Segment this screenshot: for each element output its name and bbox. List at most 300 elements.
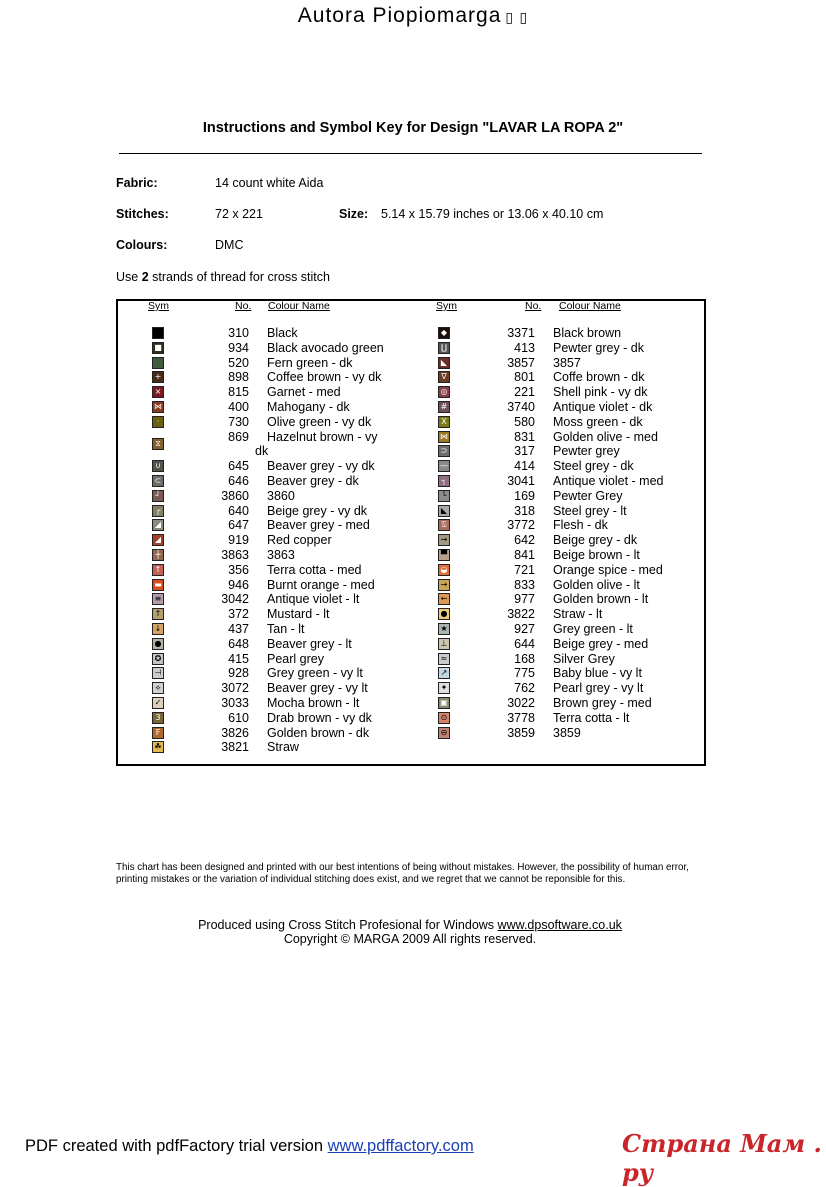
size-label: Size: xyxy=(339,207,369,221)
dmc-number: 3022 xyxy=(507,696,535,710)
key-row xyxy=(152,459,422,473)
dmc-number: 221 xyxy=(514,385,535,400)
fabric-value: 14 count white Aida xyxy=(215,176,324,190)
colour-swatch-icon xyxy=(152,727,164,739)
key-row xyxy=(152,518,422,532)
stitch-symbol-glyph: ◆ xyxy=(440,328,448,337)
colour-swatch-icon xyxy=(152,623,164,635)
copyright-text: Copyright © MARGA 2009 All rights reserved. xyxy=(283,932,537,946)
colour-swatch-icon xyxy=(438,505,450,517)
dmc-number: 898 xyxy=(228,370,249,385)
colour-swatch-icon xyxy=(438,623,450,635)
stitch-symbol-glyph: — xyxy=(440,461,448,471)
key-row xyxy=(438,696,708,710)
colour-name: Grey green - lt xyxy=(553,622,633,636)
key-row xyxy=(152,504,422,518)
colour-name: Pewter Grey xyxy=(553,488,623,503)
colour-swatch-icon xyxy=(152,327,164,339)
dmc-number: 3859 xyxy=(507,725,535,740)
colour-swatch-icon xyxy=(438,712,450,724)
dmc-number: 520 xyxy=(228,355,249,370)
key-row xyxy=(438,459,708,473)
colour-swatch-icon xyxy=(152,653,164,665)
colour-name: Grey green - vy lt xyxy=(267,666,363,681)
stitch-symbol-glyph: 3 xyxy=(155,712,161,722)
dmc-number: 3860 xyxy=(221,488,249,503)
key-row xyxy=(438,326,708,340)
colour-swatch-icon xyxy=(152,667,164,679)
colour-swatch-icon xyxy=(152,357,164,369)
stitch-symbol-glyph: ⟡ xyxy=(155,683,161,693)
key-row xyxy=(438,370,708,384)
stitch-symbol-glyph: F xyxy=(155,727,161,737)
right-no-header: No. xyxy=(525,300,542,312)
colour-swatch-icon xyxy=(152,682,164,694)
key-row xyxy=(152,607,422,621)
key-row xyxy=(438,666,708,680)
dmc-number: 580 xyxy=(514,414,535,429)
colour-name: Terra cotta - lt xyxy=(553,710,630,725)
dmc-number: 640 xyxy=(228,503,249,518)
colour-name: Black avocado green xyxy=(267,340,384,355)
page-header xyxy=(0,4,826,28)
colour-swatch-icon xyxy=(152,638,164,650)
stitch-symbol-glyph: # xyxy=(440,402,448,411)
dmc-number: 927 xyxy=(514,622,535,636)
key-row xyxy=(438,385,708,399)
dmc-number: 318 xyxy=(514,503,535,518)
missing-glyph-icon: ▯ ▯ xyxy=(505,10,529,26)
stitch-symbol-glyph: ■ xyxy=(154,342,162,352)
colour-swatch-icon xyxy=(152,534,164,546)
colour-name: Beaver grey - vy dk xyxy=(267,459,375,474)
key-row xyxy=(438,400,708,414)
colour-swatch-icon xyxy=(152,416,164,428)
colour-name: 3859 xyxy=(553,725,581,740)
stitch-symbol-glyph: ● xyxy=(440,609,448,619)
dmc-number: 647 xyxy=(228,518,249,533)
fabric-label: Fabric: xyxy=(116,176,158,190)
dmc-number: 648 xyxy=(228,636,249,651)
dmc-number: 642 xyxy=(514,533,535,548)
colour-swatch-icon xyxy=(438,667,450,679)
colour-swatch-icon xyxy=(438,460,450,472)
disclaimer-text: This chart has been designed and printed with our best intentions of being without mistakes. However, the possibility of human error, printing mistakes or the variation of individual stitching does exist, and we regret that we cannot be reponsible for this. xyxy=(116,862,689,885)
colour-swatch-icon xyxy=(438,549,450,561)
dmc-number: 644 xyxy=(514,636,535,651)
colour-name: 3860 xyxy=(267,488,295,503)
colour-name: Burnt orange - med xyxy=(267,577,375,592)
stitch-symbol-glyph: ◒ xyxy=(440,564,448,574)
dmc-number: 833 xyxy=(514,577,535,592)
stitch-symbol-glyph: ⊥ xyxy=(440,638,448,648)
colour-swatch-icon xyxy=(152,608,164,620)
pdffactory-link[interactable]: www.pdffactory.com xyxy=(327,1137,474,1155)
colour-name: Flesh - dk xyxy=(553,518,608,533)
size-value: 5.14 x 15.79 inches or 13.06 x 40.10 cm xyxy=(381,207,604,221)
colour-name: Mustard - lt xyxy=(267,607,330,622)
stitch-symbol-glyph: ⊣ xyxy=(154,668,162,678)
colour-swatch-icon xyxy=(438,727,450,739)
key-row xyxy=(438,711,708,725)
key-row xyxy=(152,592,422,606)
key-row xyxy=(438,548,708,562)
colour-name: Pearl grey - vy lt xyxy=(553,681,644,696)
stitches-label: Stitches: xyxy=(116,207,169,221)
stitch-symbol-glyph: + xyxy=(154,372,162,382)
stitch-symbol-glyph: ← xyxy=(440,594,448,604)
key-row xyxy=(438,474,708,488)
stitch-symbol-glyph: ↗ xyxy=(440,668,448,678)
stitch-symbol-glyph: ◢ xyxy=(154,535,162,545)
colour-swatch-icon xyxy=(438,475,450,487)
stitch-symbol-glyph: ● xyxy=(154,638,162,648)
dmc-number: 3042 xyxy=(221,592,249,607)
colour-name: Steel grey - lt xyxy=(553,503,627,518)
stitch-symbol-glyph: └ xyxy=(441,490,447,500)
key-row xyxy=(152,563,422,577)
key-row xyxy=(152,652,422,666)
key-row xyxy=(152,666,422,680)
produced-prefix: Produced using Cross Stitch Profesional for Windows xyxy=(198,918,498,932)
dmc-number: 3778 xyxy=(507,710,535,725)
stitch-symbol-glyph: ▣ xyxy=(440,698,448,707)
key-row xyxy=(152,385,422,399)
key-row xyxy=(438,444,708,458)
stitch-symbol-glyph: ▬ xyxy=(154,579,162,589)
stitch-symbol-glyph: ∐ xyxy=(440,342,448,352)
right-name-header: Colour Name xyxy=(559,300,621,312)
dmc-number: 169 xyxy=(514,488,535,503)
dmc-number: 977 xyxy=(514,592,535,607)
key-row xyxy=(152,578,422,592)
colour-name: Beaver grey - vy lt xyxy=(267,681,368,696)
stitch-symbol-glyph: ✓ xyxy=(154,698,162,707)
colour-name: Beaver grey - lt xyxy=(267,636,352,651)
key-row xyxy=(438,430,708,444)
stitch-symbol-glyph: ↑ xyxy=(154,564,162,574)
colour-swatch-icon xyxy=(438,579,450,591)
stitch-symbol-glyph xyxy=(153,328,163,338)
stitch-symbol-glyph: ≈ xyxy=(440,653,448,663)
stitches-value: 72 x 221 xyxy=(215,207,263,221)
dmc-number: 400 xyxy=(228,400,249,414)
key-row xyxy=(438,533,708,547)
colour-name: Drab brown - vy dk xyxy=(267,710,372,725)
colours-value: DMC xyxy=(215,238,244,252)
key-row xyxy=(152,400,422,414)
key-row xyxy=(152,326,422,340)
dmc-number: 946 xyxy=(228,577,249,592)
key-row xyxy=(152,726,422,740)
dmc-number: 3371 xyxy=(507,326,535,340)
colour-swatch-icon xyxy=(152,697,164,709)
colour-name: Golden brown - lt xyxy=(553,592,649,607)
key-row xyxy=(438,518,708,532)
colour-name: Antique violet - dk xyxy=(553,400,653,414)
stitch-symbol-glyph: ⋈ xyxy=(154,402,162,411)
colour-swatch-icon xyxy=(152,475,164,487)
key-row xyxy=(438,415,708,429)
key-row xyxy=(152,740,422,754)
colour-name: Moss green - dk xyxy=(553,414,643,429)
dmc-number: 3863 xyxy=(221,548,249,562)
colour-name: Pearl grey xyxy=(267,651,324,666)
stitch-symbol-glyph: ◣ xyxy=(440,505,448,515)
stitch-symbol-glyph: ⊂ xyxy=(154,476,162,485)
site-watermark: Страна Мам . ру xyxy=(622,1129,822,1187)
colour-name: Black xyxy=(267,326,298,340)
stitch-symbol-glyph: ┼ xyxy=(155,550,161,559)
colour-name: Shell pink - vy dk xyxy=(553,385,648,400)
dmc-number: 934 xyxy=(228,340,249,355)
stitch-symbol-glyph: ⧖ xyxy=(155,438,161,448)
colour-name: Garnet - med xyxy=(267,385,341,400)
key-row xyxy=(152,622,422,636)
dmc-number: 317 xyxy=(514,444,535,459)
colour-swatch-icon xyxy=(438,431,450,443)
dpsoftware-link[interactable]: www.dpsoftware.co.uk xyxy=(497,918,622,932)
dmc-number: 415 xyxy=(228,651,249,666)
colour-swatch-icon xyxy=(152,564,164,576)
colour-name: Steel grey - dk xyxy=(553,459,634,474)
colour-name: Coffe brown - dk xyxy=(553,370,645,385)
colour-swatch-icon xyxy=(438,445,450,457)
colour-name: Fern green - dk xyxy=(267,355,353,370)
colour-swatch-icon xyxy=(152,386,164,398)
colour-swatch-icon xyxy=(438,327,450,339)
key-row xyxy=(438,341,708,355)
key-row xyxy=(152,681,422,695)
dmc-number: 775 xyxy=(514,666,535,681)
colours-label: Colours: xyxy=(116,238,168,252)
key-row xyxy=(152,489,422,503)
key-row xyxy=(438,622,708,636)
stitch-symbol-glyph: ┌ xyxy=(155,505,161,515)
stitch-symbol-glyph: ⋈ xyxy=(440,431,448,441)
colour-name: 3863 xyxy=(267,548,295,562)
colour-name: 3857 xyxy=(553,355,581,370)
key-row xyxy=(438,504,708,518)
dmc-number: 3822 xyxy=(507,607,535,622)
stitch-symbol-glyph: ∪ xyxy=(155,461,161,471)
stitch-symbol-glyph: ≡ xyxy=(154,594,162,604)
colour-name: Silver Grey xyxy=(553,651,615,666)
dmc-number: 372 xyxy=(228,607,249,622)
key-row xyxy=(152,356,422,370)
colour-name: Beige grey - med xyxy=(553,636,649,651)
stitch-symbol-glyph: X xyxy=(441,416,447,426)
stitch-symbol-glyph: × xyxy=(154,387,162,397)
strands-count: 2 xyxy=(141,270,149,284)
strands-instruction xyxy=(116,270,330,284)
dmc-number: 928 xyxy=(228,666,249,681)
colour-name: Coffee brown - vy dk xyxy=(267,370,382,385)
stitch-symbol-glyph: ∇ xyxy=(441,372,447,382)
pdf-footer xyxy=(25,1137,474,1156)
key-row xyxy=(438,592,708,606)
colour-swatch-icon xyxy=(438,682,450,694)
stitch-symbol-glyph: ↑ xyxy=(154,609,162,619)
colour-swatch-icon xyxy=(438,401,450,413)
key-row xyxy=(438,637,708,651)
author-title: Autora Piopiomarga xyxy=(297,4,502,27)
stitch-symbol-glyph: → xyxy=(440,535,448,545)
colour-name: Beaver grey - dk xyxy=(267,474,359,488)
colour-name: Red copper xyxy=(267,533,332,548)
colour-name: Golden olive - lt xyxy=(553,577,640,592)
strands-prefix: Use xyxy=(116,270,142,284)
colour-name: Tan - lt xyxy=(267,622,305,636)
dmc-number: 646 xyxy=(228,474,249,488)
key-row xyxy=(438,563,708,577)
key-row xyxy=(438,607,708,621)
dmc-number: 730 xyxy=(228,414,249,429)
colour-swatch-icon xyxy=(438,416,450,428)
dmc-number: 3826 xyxy=(221,725,249,740)
dmc-number: 831 xyxy=(514,429,535,444)
colour-name: Golden brown - dk xyxy=(267,725,370,740)
colour-swatch-icon xyxy=(152,460,164,472)
colour-swatch-icon xyxy=(438,534,450,546)
colour-swatch-icon xyxy=(152,401,164,413)
colour-swatch-icon xyxy=(152,741,164,753)
dmc-number: 841 xyxy=(514,548,535,562)
left-sym-header: Sym xyxy=(148,300,169,312)
dmc-number: 3740 xyxy=(507,400,535,414)
dmc-number: 869 xyxy=(228,429,249,444)
dmc-number: 356 xyxy=(228,562,249,577)
colour-name: Terra cotta - med xyxy=(267,562,362,577)
colour-name: Beaver grey - med xyxy=(267,518,370,533)
stitch-symbol-glyph: ✦ xyxy=(440,683,448,693)
colour-name: Beige grey - vy dk xyxy=(267,503,368,518)
dmc-number: 168 xyxy=(514,651,535,666)
stitch-symbol-glyph: ↓ xyxy=(154,624,162,633)
colour-name: Pewter grey xyxy=(553,444,620,459)
stitch-symbol-glyph: · xyxy=(156,416,160,426)
colour-name: Beige grey - dk xyxy=(553,533,638,548)
dmc-number: 645 xyxy=(228,459,249,474)
key-row xyxy=(152,548,422,562)
left-name-header: Colour Name xyxy=(268,300,330,312)
key-row xyxy=(152,415,422,429)
stitch-symbol-glyph: ⍂ xyxy=(441,520,447,530)
colour-swatch-icon xyxy=(438,608,450,620)
dmc-number: 721 xyxy=(514,562,535,577)
colour-swatch-icon xyxy=(152,593,164,605)
stitch-symbol-glyph: ┐ xyxy=(441,476,447,485)
dmc-number: 610 xyxy=(228,710,249,725)
dmc-number: 413 xyxy=(514,340,535,355)
colour-swatch-icon xyxy=(152,549,164,561)
colour-name: Pewter grey - dk xyxy=(553,340,645,355)
colour-swatch-icon xyxy=(438,593,450,605)
colour-swatch-icon xyxy=(438,342,450,354)
colour-swatch-icon xyxy=(438,357,450,369)
stitch-symbol-glyph: ◢ xyxy=(154,520,162,530)
key-row xyxy=(152,341,422,355)
colour-swatch-icon xyxy=(152,579,164,591)
key-row xyxy=(438,578,708,592)
strands-suffix: strands of thread for cross stitch xyxy=(148,270,330,284)
key-row xyxy=(152,533,422,547)
key-row xyxy=(152,429,422,458)
colour-name: Mocha brown - lt xyxy=(267,696,360,710)
right-sym-header: Sym xyxy=(436,300,457,312)
key-row xyxy=(438,489,708,503)
colour-swatch-icon xyxy=(152,519,164,531)
colour-name: Antique violet - med xyxy=(553,474,664,488)
colour-name: Mahogany - dk xyxy=(267,400,350,414)
title-divider xyxy=(119,153,702,154)
key-row xyxy=(152,637,422,651)
colour-swatch-icon xyxy=(152,438,164,450)
dmc-number: 3821 xyxy=(221,740,249,755)
document-title: Instructions and Symbol Key for Design "LAVAR LA ROPA 2" xyxy=(202,120,624,136)
colour-name: Straw xyxy=(267,740,299,755)
key-row xyxy=(438,356,708,370)
colour-swatch-icon xyxy=(438,564,450,576)
colour-name: Beige brown - lt xyxy=(553,548,640,562)
dmc-number: 919 xyxy=(228,533,249,548)
colour-name: Orange spice - med xyxy=(553,562,663,577)
stitch-symbol-glyph: → xyxy=(440,579,448,589)
key-row xyxy=(152,696,422,710)
colour-swatch-icon xyxy=(152,505,164,517)
colour-name: Black brown xyxy=(553,326,622,340)
colour-swatch-icon xyxy=(152,712,164,724)
colour-swatch-icon xyxy=(438,697,450,709)
colour-swatch-icon xyxy=(438,653,450,665)
key-row xyxy=(152,370,422,384)
produced-credit xyxy=(0,918,820,946)
colour-swatch-icon xyxy=(438,519,450,531)
key-row xyxy=(152,474,422,488)
stitch-symbol-glyph: ⊖ xyxy=(440,727,448,737)
dmc-number: 3041 xyxy=(507,474,535,488)
colour-name: Golden olive - med xyxy=(553,429,658,444)
dmc-number: 801 xyxy=(514,370,535,385)
dmc-number: 310 xyxy=(228,326,249,340)
stitch-symbol-glyph xyxy=(153,358,163,368)
colour-swatch-icon xyxy=(438,490,450,502)
colour-swatch-icon xyxy=(438,638,450,650)
footer-prefix: PDF created with pdfFactory trial version xyxy=(25,1137,328,1155)
stitch-symbol-glyph: ⊃ xyxy=(440,446,448,456)
dmc-number: 414 xyxy=(514,459,535,474)
colour-swatch-icon xyxy=(152,342,164,354)
dmc-number: 3772 xyxy=(507,518,535,533)
dmc-number: 3857 xyxy=(507,355,535,370)
stitch-symbol-glyph: ◣ xyxy=(440,357,448,367)
stitch-symbol-glyph: ⊙ xyxy=(440,712,448,722)
colour-name: Brown grey - med xyxy=(553,696,652,710)
key-row xyxy=(438,726,708,740)
colour-name-wrap: dk xyxy=(255,443,269,458)
colour-name: Antique violet - lt xyxy=(267,592,360,607)
dmc-number: 3033 xyxy=(221,696,249,710)
key-row xyxy=(438,652,708,666)
dmc-number: 815 xyxy=(228,385,249,400)
key-row xyxy=(152,711,422,725)
stitch-symbol-glyph: ┘ xyxy=(155,490,161,500)
colour-name: Straw - lt xyxy=(553,607,603,622)
dmc-number: 762 xyxy=(514,681,535,696)
left-no-header: No. xyxy=(235,300,252,312)
stitch-symbol-glyph: ★ xyxy=(440,624,448,633)
key-row xyxy=(438,681,708,695)
